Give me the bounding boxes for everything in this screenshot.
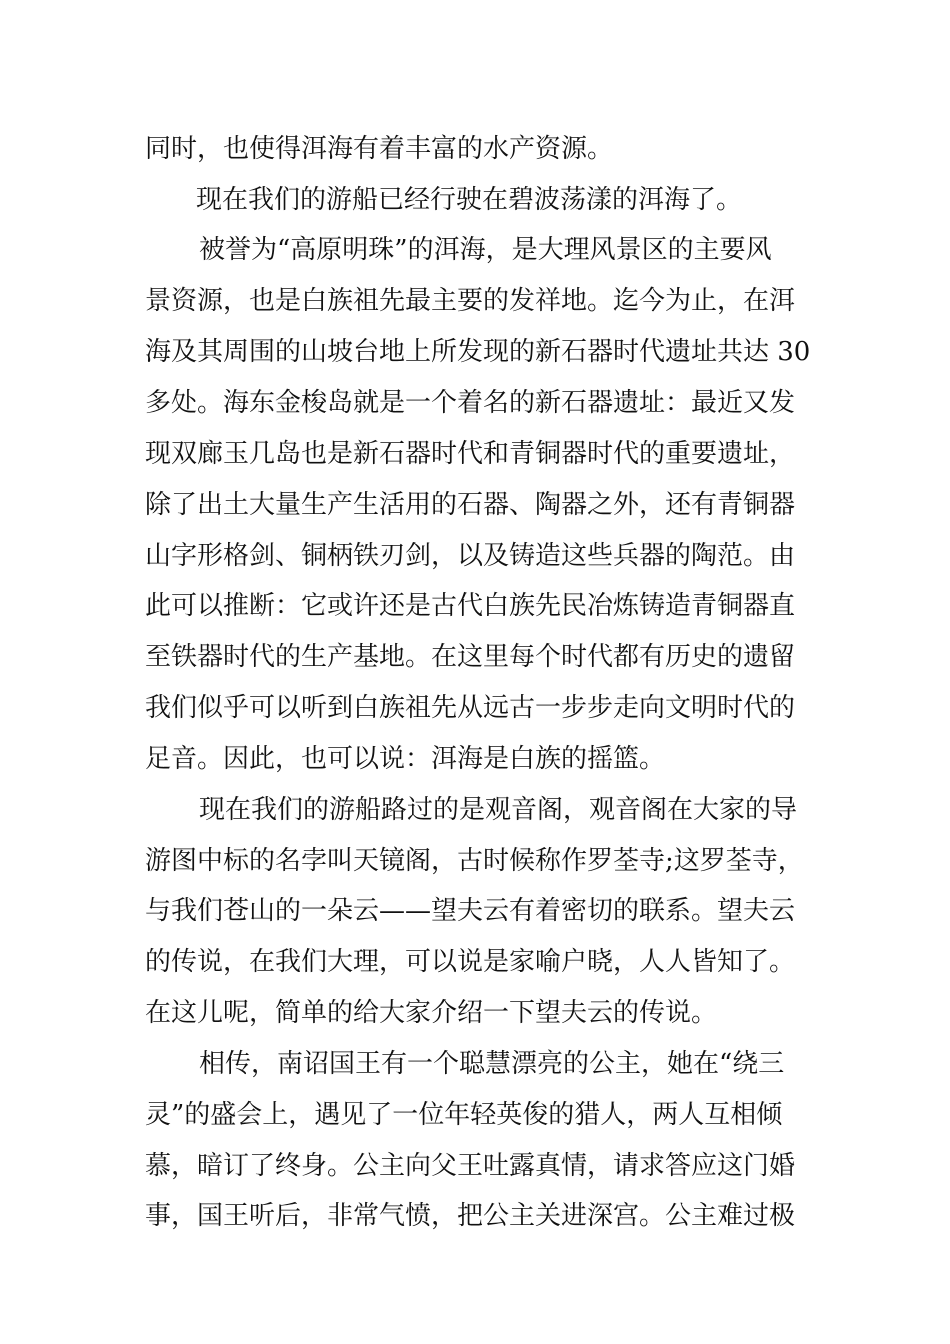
text-line-18: 在这儿呢，简单的给大家介绍一下望夫云的传说。 [145, 998, 718, 1028]
text-line-19: 相传，南诏国王有一个聪慧漂亮的公主，她在“绕三 [199, 1049, 785, 1079]
text-line-4: 景资源，也是白族祖先最主要的发祥地。迄今为止，在洱 [145, 286, 796, 316]
text-line-6: 多处。海东金梭岛就是一个着名的新石器遗址：最近又发 [145, 388, 796, 418]
text-line-16: 与我们苍山的一朵云——望夫云有着密切的联系。望夫云 [145, 896, 796, 926]
text-line-2: 现在我们的游船已经行驶在碧波荡漾的洱海了。 [196, 185, 743, 215]
text-line-14: 现在我们的游船路过的是观音阁，观音阁在大家的导 [199, 795, 798, 825]
text-line-21: 慕，暗订了终身。公主向父王吐露真情，请求答应这门婚 [145, 1151, 796, 1181]
text-line-15: 游图中标的名孛叫天镜阁，古时候称作罗荃寺;这罗荃寺， [145, 846, 804, 876]
text-line-10: 此可以推断：它或许还是古代白族先民冶炼铸造青铜器直 [145, 591, 796, 621]
text-line-20: 灵”的盛会上，遇见了一位年轻英俊的猎人，两人互相倾 [145, 1100, 783, 1130]
text-line-1: 同时，也使得洱海有着丰富的水产资源。 [145, 134, 614, 164]
text-line-13: 足音。因此，也可以说：洱海是白族的摇篮。 [145, 744, 666, 774]
text-line-5: 海及其周围的山坡台地上所发现的新石器时代遗址共达 30 [145, 337, 811, 367]
text-line-17: 的传说，在我们大理，可以说是家喻户晓，人人皆知了。 [145, 947, 796, 977]
text-line-3: 被誉为“高原明珠”的洱海，是大理风景区的主要风 [199, 235, 772, 265]
text-line-11: 至铁器时代的生产基地。在这里每个时代都有历史的遗留 [145, 642, 796, 672]
text-line-22: 事，国王听后，非常气愤，把公主关进深宫。公主难过极 [145, 1201, 796, 1231]
text-line-12: 我们似乎可以听到白族祖先从远古一步步走向文明时代的 [145, 693, 796, 723]
text-line-8: 除了出土大量生产生活用的石器、陶器之外，还有青铜器 [145, 490, 796, 520]
text-line-9: 山字形格剑、铜柄铁刃剑，以及铸造这些兵器的陶范。由 [145, 541, 796, 571]
text-line-7: 现双廊玉几岛也是新石器时代和青铜器时代的重要遗址， [145, 439, 796, 469]
